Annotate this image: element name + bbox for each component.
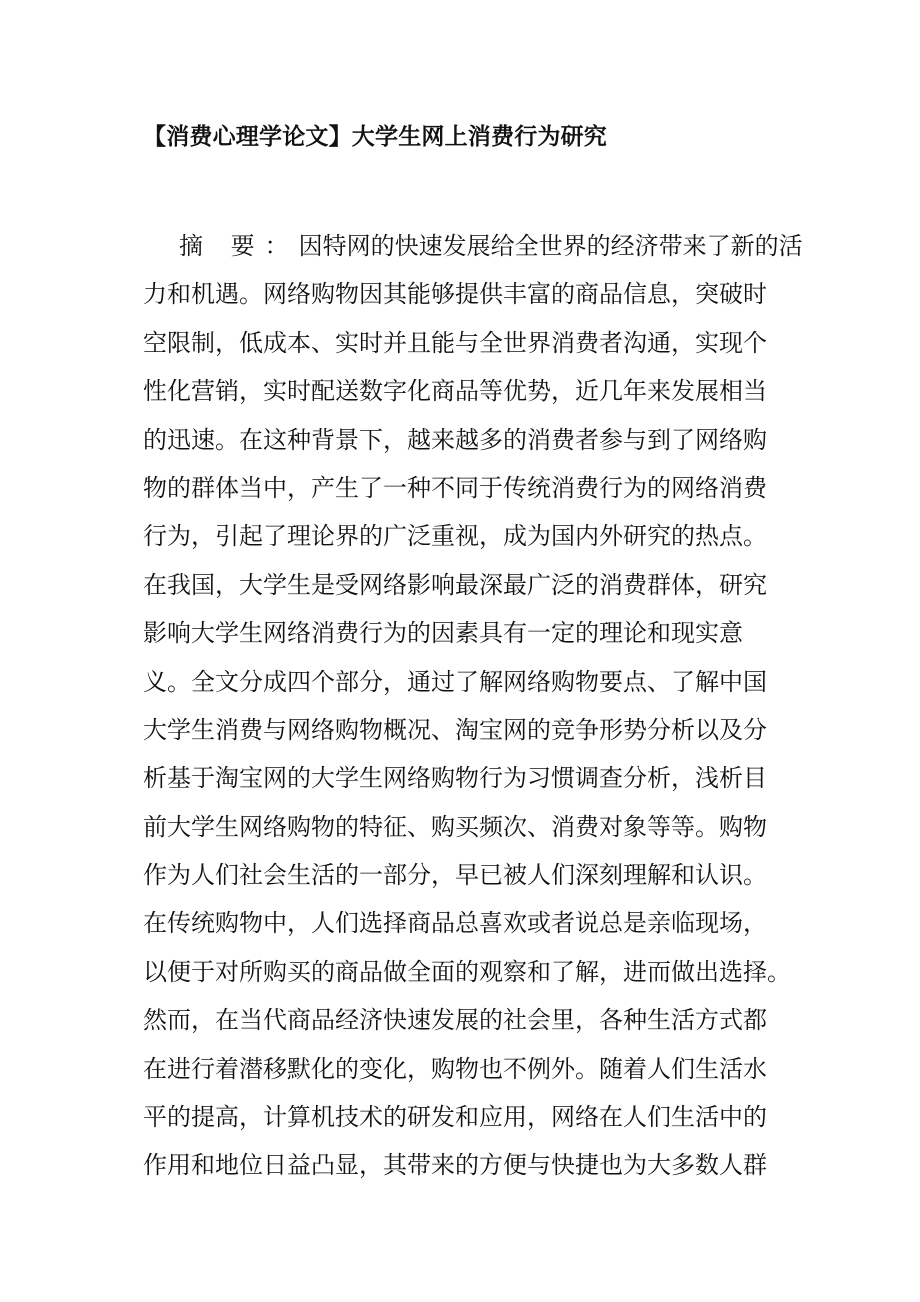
abstract-line: 的迅速。在这种背景下，越来越多的消费者参与到了网络购 <box>143 425 767 454</box>
abstract-line: 平的提高，计算机技术的研发和应用，网络在人们生活中的 <box>143 1103 767 1132</box>
abstract-line: 前大学生网络购物的特征、购买频次、消费对象等等。购物 <box>143 812 767 841</box>
abstract-line: 然而，在当代商品经济快速发展的社会里，各种生活方式都 <box>143 1006 767 1035</box>
abstract-section <box>143 222 803 1190</box>
abstract-line: 空限制，低成本、实时并且能与全世界消费者沟通，实现个 <box>143 328 767 357</box>
document-title: 【消费心理学论文】大学生网上消费行为研究 <box>143 124 607 150</box>
abstract-line: 性化营销，实时配送数字化商品等优势，近几年来发展相当 <box>143 377 767 406</box>
abstract-line: 义。全文分成四个部分，通过了解网络购物要点、了解中国 <box>143 667 767 696</box>
abstract-line <box>143 222 803 270</box>
abstract-line-text: 因特网的快速发展给全世界的经济带来了新的活 <box>298 232 803 260</box>
abstract-line: 行为，引起了理论界的广泛重视，成为国内外研究的热点。 <box>143 522 767 551</box>
abstract-line: 在我国，大学生是受网络影响最深最广泛的消费群体，研究 <box>143 570 767 599</box>
abstract-line: 析基于淘宝网的大学生网络购物行为习惯调查分析，浅析目 <box>143 764 767 793</box>
abstract-line: 力和机遇。网络购物因其能够提供丰富的商品信息，突破时 <box>143 280 767 309</box>
abstract-line: 作用和地位日益凸显，其带来的方便与快捷也为大多数人群 <box>143 1151 767 1180</box>
abstract-line: 物的群体当中，产生了一种不同于传统消费行为的网络消费 <box>143 473 767 502</box>
abstract-line: 大学生消费与网络购物概况、淘宝网的竞争形势分析以及分 <box>143 715 767 744</box>
abstract-label: 摘 要： <box>179 232 299 260</box>
abstract-line: 以便于对所购买的商品做全面的观察和了解，进而做出选择。 <box>143 957 791 986</box>
abstract-line: 在进行着潜移默化的变化，购物也不例外。随着人们生活水 <box>143 1054 767 1083</box>
abstract-line: 作为人们社会生活的一部分，早已被人们深刻理解和认识。 <box>143 861 767 890</box>
abstract-line: 在传统购物中，人们选择商品总喜欢或者说总是亲临现场， <box>143 909 767 938</box>
abstract-line: 影响大学生网络消费行为的因素具有一定的理论和现实意 <box>143 619 743 648</box>
